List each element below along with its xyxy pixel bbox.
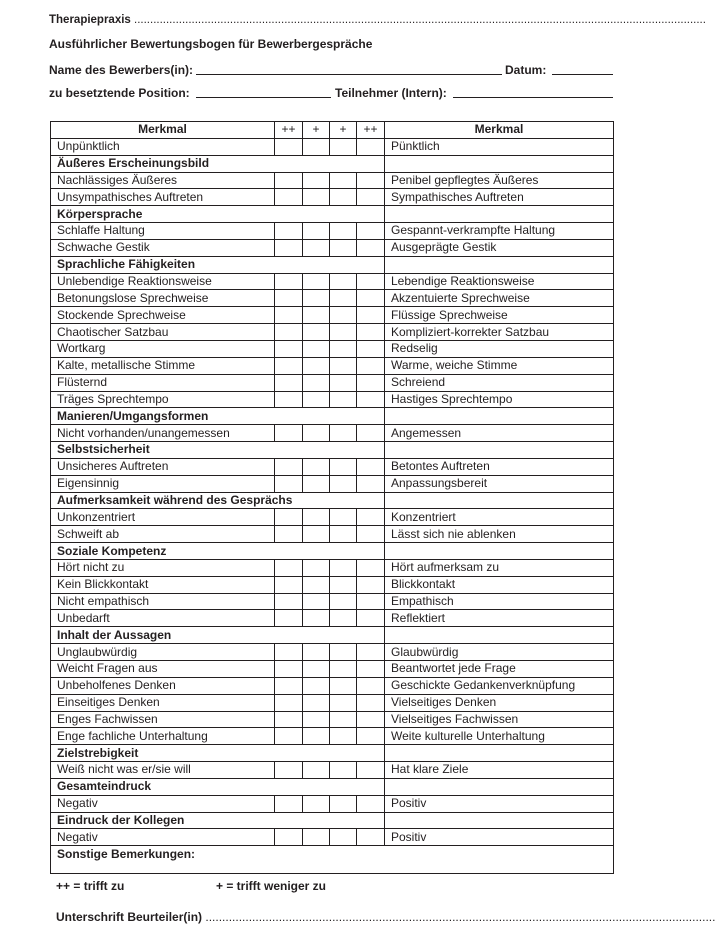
rating-plus-right-checkbox[interactable] [330, 290, 357, 307]
column-header-plus-right: + [330, 122, 357, 139]
section-heading: Inhalt der Aussagen [51, 627, 385, 644]
positive-trait: Sympathisches Auftreten [385, 189, 614, 206]
rating-double-plus-right-checkbox[interactable] [357, 644, 385, 661]
section-row [51, 627, 614, 644]
rating-plus-left-checkbox[interactable] [303, 172, 330, 189]
negative-trait: Betonungslose Sprechweise [51, 290, 275, 307]
section-heading: Selbstsicherheit [51, 442, 385, 459]
rating-plus-left-checkbox[interactable] [303, 307, 330, 324]
rating-plus-right-checkbox[interactable] [330, 475, 357, 492]
table-row [51, 189, 614, 206]
rating-plus-left-checkbox[interactable] [303, 340, 330, 357]
rating-double-plus-right-checkbox[interactable] [357, 829, 385, 846]
rating-plus-right-checkbox[interactable] [330, 593, 357, 610]
rating-double-plus-right-checkbox[interactable] [357, 475, 385, 492]
remarks-field[interactable] [51, 846, 614, 874]
section-empty-cell [385, 408, 614, 425]
positive-trait: Gespannt-verkrampfte Haltung [385, 223, 614, 240]
rating-plus-right-checkbox[interactable] [330, 559, 357, 576]
negative-trait: Nicht vorhanden/unangemessen [51, 425, 275, 442]
section-empty-cell [385, 778, 614, 795]
rating-plus-right-checkbox[interactable] [330, 762, 357, 779]
section-row [51, 492, 614, 509]
positive-trait: Hat klare Ziele [385, 762, 614, 779]
negative-trait: Nicht empathisch [51, 593, 275, 610]
negative-trait: Enge fachliche Unterhaltung [51, 728, 275, 745]
section-empty-cell [385, 627, 614, 644]
position-field[interactable] [196, 97, 331, 98]
rating-double-plus-right-checkbox[interactable] [357, 593, 385, 610]
positive-trait: Empathisch [385, 593, 614, 610]
rating-plus-right-checkbox[interactable] [330, 677, 357, 694]
negative-trait: Träges Sprechtempo [51, 391, 275, 408]
table-row [51, 762, 614, 779]
section-empty-cell [385, 442, 614, 459]
negative-trait: Schweift ab [51, 526, 275, 543]
section-empty-cell [385, 543, 614, 560]
section-row [51, 745, 614, 762]
rating-plus-left-checkbox[interactable] [303, 711, 330, 728]
rating-double-plus-left-checkbox[interactable] [275, 374, 303, 391]
table-row [51, 526, 614, 543]
rating-plus-right-checkbox[interactable] [330, 391, 357, 408]
negative-trait: Schwache Gestik [51, 239, 275, 256]
section-empty-cell [385, 206, 614, 223]
section-row [51, 256, 614, 273]
rating-plus-right-checkbox[interactable] [330, 711, 357, 728]
rating-plus-left-checkbox[interactable] [303, 425, 330, 442]
rating-double-plus-left-checkbox[interactable] [275, 189, 303, 206]
rating-plus-right-checkbox[interactable] [330, 526, 357, 543]
rating-plus-right-checkbox[interactable] [330, 223, 357, 240]
positive-trait: Hört aufmerksam zu [385, 559, 614, 576]
section-heading: Eindruck der Kollegen [51, 812, 385, 829]
rating-double-plus-left-checkbox[interactable] [275, 829, 303, 846]
signature-dotted-line[interactable]: ......................................................................................................................................................... [205, 910, 715, 924]
rating-double-plus-right-checkbox[interactable] [357, 138, 385, 155]
rating-double-plus-right-checkbox[interactable] [357, 677, 385, 694]
section-heading: Zielstrebigkeit [51, 745, 385, 762]
practice-dotted-line: ................................................................................................................................................................................... [134, 14, 706, 26]
rating-double-plus-right-checkbox[interactable] [357, 509, 385, 526]
rating-double-plus-left-checkbox[interactable] [275, 324, 303, 341]
rating-plus-right-checkbox[interactable] [330, 644, 357, 661]
rating-double-plus-right-checkbox[interactable] [357, 795, 385, 812]
rating-plus-left-checkbox[interactable] [303, 290, 330, 307]
rating-plus-right-checkbox[interactable] [330, 458, 357, 475]
table-body [51, 138, 614, 873]
positive-trait: Konzentriert [385, 509, 614, 526]
rating-double-plus-right-checkbox[interactable] [357, 425, 385, 442]
table-row [51, 610, 614, 627]
rating-double-plus-left-checkbox[interactable] [275, 340, 303, 357]
section-row [51, 812, 614, 829]
participant-field[interactable] [453, 97, 613, 98]
section-row [51, 155, 614, 172]
rating-double-plus-left-checkbox[interactable] [275, 559, 303, 576]
positive-trait: Kompliziert-korrekter Satzbau [385, 324, 614, 341]
negative-trait: Unsympathisches Auftreten [51, 189, 275, 206]
table-row [51, 290, 614, 307]
rating-double-plus-left-checkbox[interactable] [275, 795, 303, 812]
remarks-label: Sonstige Bemerkungen: [57, 847, 196, 862]
rating-double-plus-left-checkbox[interactable] [275, 357, 303, 374]
rating-double-plus-right-checkbox[interactable] [357, 307, 385, 324]
positive-trait: Betontes Auftreten [385, 458, 614, 475]
positive-trait: Redselig [385, 340, 614, 357]
rating-double-plus-left-checkbox[interactable] [275, 661, 303, 678]
rating-double-plus-right-checkbox[interactable] [357, 324, 385, 341]
rating-plus-left-checkbox[interactable] [303, 458, 330, 475]
positive-trait: Akzentuierte Sprechweise [385, 290, 614, 307]
section-heading: Manieren/Umgangsformen [51, 408, 385, 425]
negative-trait: Einseitiges Denken [51, 694, 275, 711]
rating-double-plus-left-checkbox[interactable] [275, 290, 303, 307]
positive-trait: Hastiges Sprechtempo [385, 391, 614, 408]
rating-double-plus-left-checkbox[interactable] [275, 576, 303, 593]
positive-trait: Glaubwürdig [385, 644, 614, 661]
rating-plus-right-checkbox[interactable] [330, 273, 357, 290]
section-row [51, 408, 614, 425]
negative-trait: Wortkarg [51, 340, 275, 357]
table-row [51, 576, 614, 593]
table-row [51, 391, 614, 408]
section-empty-cell [385, 492, 614, 509]
rating-plus-right-checkbox[interactable] [330, 610, 357, 627]
table-row [51, 694, 614, 711]
negative-trait: Eigensinnig [51, 475, 275, 492]
section-empty-cell [385, 155, 614, 172]
negative-trait: Stockende Sprechweise [51, 307, 275, 324]
participant-label: Teilnehmer (Intern): [335, 86, 447, 100]
positive-trait: Schreiend [385, 374, 614, 391]
positive-trait: Geschickte Gedankenverknüpfung [385, 677, 614, 694]
section-heading: Gesamteindruck [51, 778, 385, 795]
table-row [51, 357, 614, 374]
section-row [51, 778, 614, 795]
table-row [51, 223, 614, 240]
section-row [51, 543, 614, 560]
rating-plus-right-checkbox[interactable] [330, 509, 357, 526]
negative-trait: Hört nicht zu [51, 559, 275, 576]
rating-plus-left-checkbox[interactable] [303, 661, 330, 678]
table-row [51, 425, 614, 442]
negative-trait: Negativ [51, 795, 275, 812]
negative-trait: Kalte, metallische Stimme [51, 357, 275, 374]
applicant-name-label: Name des Bewerbers(in): [49, 63, 194, 77]
table-row [51, 374, 614, 391]
remarks-row [51, 846, 614, 874]
legend-double-plus: ++ = trifft zu [56, 879, 125, 893]
section-empty-cell [385, 745, 614, 762]
rating-double-plus-left-checkbox[interactable] [275, 728, 303, 745]
rating-double-plus-left-checkbox[interactable] [275, 458, 303, 475]
rating-double-plus-left-checkbox[interactable] [275, 391, 303, 408]
rating-plus-right-checkbox[interactable] [330, 829, 357, 846]
rating-double-plus-right-checkbox[interactable] [357, 762, 385, 779]
rating-plus-right-checkbox[interactable] [330, 795, 357, 812]
negative-trait: Unsicheres Auftreten [51, 458, 275, 475]
legend-single-plus: + = trifft weniger zu [216, 879, 327, 893]
rating-plus-left-checkbox[interactable] [303, 509, 330, 526]
positive-trait: Penibel gepflegtes Äußeres [385, 172, 614, 189]
positive-trait: Vielseitiges Fachwissen [385, 711, 614, 728]
rating-plus-left-checkbox[interactable] [303, 593, 330, 610]
negative-trait: Unbedarft [51, 610, 275, 627]
column-header-double-plus-left: ++ [275, 122, 303, 139]
table-row [51, 172, 614, 189]
table-row [51, 711, 614, 728]
rating-plus-left-checkbox[interactable] [303, 829, 330, 846]
table-row [51, 324, 614, 341]
rating-plus-left-checkbox[interactable] [303, 239, 330, 256]
table-row [51, 340, 614, 357]
positive-trait: Angemessen [385, 425, 614, 442]
rating-plus-left-checkbox[interactable] [303, 677, 330, 694]
positive-trait: Beantwortet jede Frage [385, 661, 614, 678]
rating-double-plus-right-checkbox[interactable] [357, 189, 385, 206]
section-empty-cell [385, 812, 614, 829]
rating-plus-left-checkbox[interactable] [303, 324, 330, 341]
negative-trait: Unbeholfenes Denken [51, 677, 275, 694]
practice-label: Therapiepraxis [49, 14, 131, 26]
rating-double-plus-right-checkbox[interactable] [357, 239, 385, 256]
table-row [51, 593, 614, 610]
rating-double-plus-right-checkbox[interactable] [357, 340, 385, 357]
rating-plus-right-checkbox[interactable] [330, 694, 357, 711]
negative-trait: Unkonzentriert [51, 509, 275, 526]
date-field[interactable] [552, 74, 613, 75]
rating-plus-left-checkbox[interactable] [303, 694, 330, 711]
positive-trait: Pünktlich [385, 138, 614, 155]
rating-double-plus-right-checkbox[interactable] [357, 728, 385, 745]
column-header-negative-trait: Merkmal [51, 122, 275, 139]
negative-trait: Flüsternd [51, 374, 275, 391]
table-row [51, 728, 614, 745]
rating-plus-left-checkbox[interactable] [303, 273, 330, 290]
rating-plus-right-checkbox[interactable] [330, 425, 357, 442]
table-row [51, 138, 614, 155]
positive-trait: Positiv [385, 829, 614, 846]
negative-trait: Enges Fachwissen [51, 711, 275, 728]
signature-line [56, 910, 715, 924]
rating-double-plus-right-checkbox[interactable] [357, 711, 385, 728]
rating-double-plus-left-checkbox[interactable] [275, 138, 303, 155]
column-header-plus-left: + [303, 122, 330, 139]
rating-double-plus-left-checkbox[interactable] [275, 526, 303, 543]
negative-trait: Chaotischer Satzbau [51, 324, 275, 341]
section-empty-cell [385, 256, 614, 273]
rating-plus-left-checkbox[interactable] [303, 138, 330, 155]
rating-double-plus-left-checkbox[interactable] [275, 273, 303, 290]
table-row [51, 307, 614, 324]
rating-double-plus-left-checkbox[interactable] [275, 475, 303, 492]
negative-trait: Unlebendige Reaktionsweise [51, 273, 275, 290]
rating-plus-left-checkbox[interactable] [303, 795, 330, 812]
rating-double-plus-left-checkbox[interactable] [275, 644, 303, 661]
rating-plus-right-checkbox[interactable] [330, 357, 357, 374]
table-row [51, 509, 614, 526]
positive-trait: Warme, weiche Stimme [385, 357, 614, 374]
negative-trait: Schlaffe Haltung [51, 223, 275, 240]
rating-double-plus-right-checkbox[interactable] [357, 290, 385, 307]
rating-double-plus-left-checkbox[interactable] [275, 425, 303, 442]
rating-double-plus-right-checkbox[interactable] [357, 610, 385, 627]
table-row [51, 475, 614, 492]
rating-double-plus-left-checkbox[interactable] [275, 509, 303, 526]
section-heading: Aufmerksamkeit während des Gesprächs [51, 492, 385, 509]
negative-trait: Unglaubwürdig [51, 644, 275, 661]
negative-trait: Kein Blickkontakt [51, 576, 275, 593]
table-row [51, 829, 614, 846]
positive-trait: Lässt sich nie ablenken [385, 526, 614, 543]
column-header-positive-trait: Merkmal [385, 122, 614, 139]
section-heading: Soziale Kompetenz [51, 543, 385, 560]
rating-double-plus-right-checkbox[interactable] [357, 172, 385, 189]
negative-trait: Weicht Fragen aus [51, 661, 275, 678]
form-title: Ausführlicher Bewertungsbogen für Bewerbergespräche [49, 37, 373, 51]
negative-trait: Unpünktlich [51, 138, 275, 155]
rating-plus-right-checkbox[interactable] [330, 239, 357, 256]
table-row [51, 239, 614, 256]
rating-plus-right-checkbox[interactable] [330, 374, 357, 391]
rating-plus-left-checkbox[interactable] [303, 374, 330, 391]
table-row [51, 273, 614, 290]
rating-plus-left-checkbox[interactable] [303, 475, 330, 492]
signature-label: Unterschrift Beurteiler(in) [56, 910, 203, 924]
rating-plus-right-checkbox[interactable] [330, 576, 357, 593]
section-heading: Körpersprache [51, 206, 385, 223]
table-row [51, 559, 614, 576]
rating-double-plus-left-checkbox[interactable] [275, 762, 303, 779]
positive-trait: Anpassungsbereit [385, 475, 614, 492]
table-row [51, 458, 614, 475]
rating-plus-left-checkbox[interactable] [303, 357, 330, 374]
rating-plus-left-checkbox[interactable] [303, 610, 330, 627]
rating-double-plus-left-checkbox[interactable] [275, 239, 303, 256]
negative-trait: Weiß nicht was er/sie will [51, 762, 275, 779]
table-row [51, 795, 614, 812]
rating-double-plus-left-checkbox[interactable] [275, 610, 303, 627]
rating-double-plus-left-checkbox[interactable] [275, 694, 303, 711]
section-row [51, 442, 614, 459]
evaluation-table [50, 121, 614, 874]
rating-double-plus-left-checkbox[interactable] [275, 593, 303, 610]
positive-trait: Ausgeprägte Gestik [385, 239, 614, 256]
rating-plus-left-checkbox[interactable] [303, 223, 330, 240]
rating-double-plus-left-checkbox[interactable] [275, 172, 303, 189]
rating-double-plus-left-checkbox[interactable] [275, 677, 303, 694]
position-label: zu besetztende Position: [49, 86, 190, 100]
rating-plus-right-checkbox[interactable] [330, 189, 357, 206]
applicant-name-field[interactable] [196, 74, 502, 75]
rating-plus-left-checkbox[interactable] [303, 526, 330, 543]
rating-plus-right-checkbox[interactable] [330, 340, 357, 357]
positive-trait: Lebendige Reaktionsweise [385, 273, 614, 290]
rating-plus-right-checkbox[interactable] [330, 728, 357, 745]
rating-double-plus-right-checkbox[interactable] [357, 458, 385, 475]
practice-line [49, 14, 706, 26]
section-heading: Äußeres Erscheinungsbild [51, 155, 385, 172]
rating-double-plus-right-checkbox[interactable] [357, 661, 385, 678]
rating-double-plus-right-checkbox[interactable] [357, 526, 385, 543]
positive-trait: Weite kulturelle Unterhaltung [385, 728, 614, 745]
table-header-row [51, 122, 614, 139]
rating-plus-right-checkbox[interactable] [330, 307, 357, 324]
rating-plus-right-checkbox[interactable] [330, 324, 357, 341]
rating-double-plus-right-checkbox[interactable] [357, 576, 385, 593]
rating-plus-left-checkbox[interactable] [303, 762, 330, 779]
table-row [51, 661, 614, 678]
rating-plus-right-checkbox[interactable] [330, 172, 357, 189]
column-header-double-plus-right: ++ [357, 122, 385, 139]
negative-trait: Negativ [51, 829, 275, 846]
table-row [51, 644, 614, 661]
positive-trait: Blickkontakt [385, 576, 614, 593]
rating-double-plus-left-checkbox[interactable] [275, 307, 303, 324]
rating-plus-left-checkbox[interactable] [303, 559, 330, 576]
rating-plus-left-checkbox[interactable] [303, 576, 330, 593]
rating-double-plus-right-checkbox[interactable] [357, 391, 385, 408]
rating-double-plus-right-checkbox[interactable] [357, 559, 385, 576]
rating-double-plus-right-checkbox[interactable] [357, 357, 385, 374]
section-heading: Sprachliche Fähigkeiten [51, 256, 385, 273]
rating-double-plus-right-checkbox[interactable] [357, 374, 385, 391]
rating-plus-left-checkbox[interactable] [303, 391, 330, 408]
rating-double-plus-left-checkbox[interactable] [275, 711, 303, 728]
rating-double-plus-right-checkbox[interactable] [357, 273, 385, 290]
rating-plus-left-checkbox[interactable] [303, 644, 330, 661]
date-label: Datum: [505, 63, 547, 77]
rating-double-plus-right-checkbox[interactable] [357, 223, 385, 240]
rating-plus-right-checkbox[interactable] [330, 661, 357, 678]
rating-plus-right-checkbox[interactable] [330, 138, 357, 155]
section-row [51, 206, 614, 223]
positive-trait: Vielseitiges Denken [385, 694, 614, 711]
table-row [51, 677, 614, 694]
rating-double-plus-right-checkbox[interactable] [357, 694, 385, 711]
positive-trait: Flüssige Sprechweise [385, 307, 614, 324]
negative-trait: Nachlässiges Äußeres [51, 172, 275, 189]
rating-double-plus-left-checkbox[interactable] [275, 223, 303, 240]
positive-trait: Positiv [385, 795, 614, 812]
rating-plus-left-checkbox[interactable] [303, 728, 330, 745]
rating-plus-left-checkbox[interactable] [303, 189, 330, 206]
positive-trait: Reflektiert [385, 610, 614, 627]
